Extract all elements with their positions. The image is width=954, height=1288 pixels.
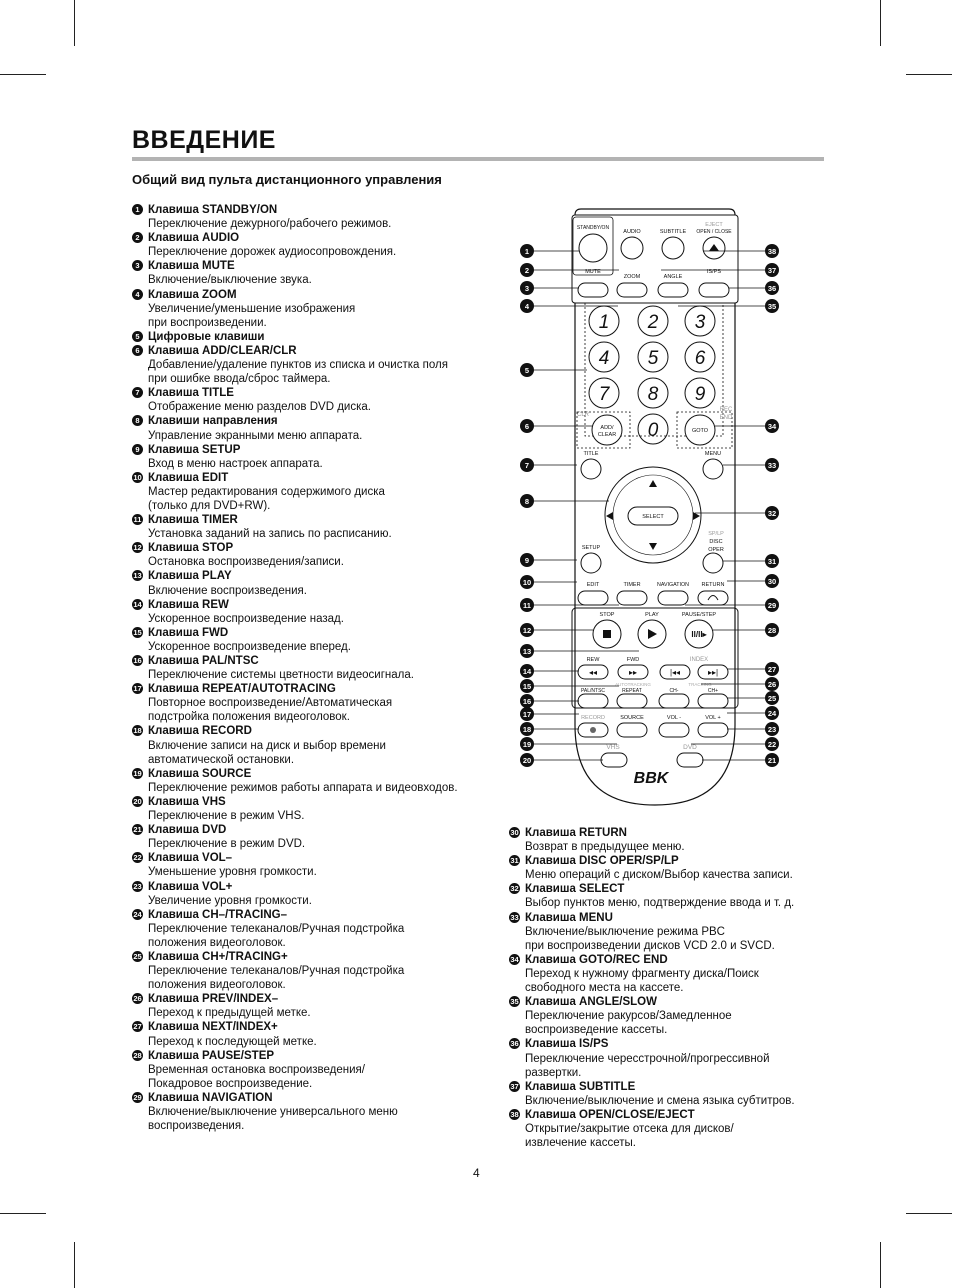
item-description: Уменьшение уровня громкости.: [148, 866, 317, 879]
list-item: [132, 330, 492, 344]
list-item: [132, 880, 492, 908]
remote-label-chplus: CH+: [707, 688, 719, 694]
item-description: Переключение телеканалов/Ручная подстройка положения видеоголовок.: [148, 922, 405, 949]
isps-button: [699, 283, 729, 297]
item-description: Увеличение уровня громкости.: [148, 894, 312, 907]
crop-mark: [880, 0, 881, 46]
item-name: Цифровые клавиши: [148, 330, 265, 343]
item-description: Переключение в режим VHS.: [148, 810, 305, 823]
remote-label-edit: EDIT: [586, 582, 600, 588]
list-item: [132, 443, 492, 471]
remote-label-add: ADD/: [600, 425, 614, 431]
item-number-badge: 5: [132, 331, 143, 342]
item-number-badge: 3: [132, 260, 143, 271]
callout-number: 5: [524, 366, 530, 375]
item-description: Переключение телеканалов/Ручная подстройка положения видеоголовок.: [148, 965, 405, 992]
item-name: Клавиша REPEAT/AUTOTRACING: [148, 683, 336, 696]
item-name: Клавиша OPEN/CLOSE/EJECT: [525, 1108, 695, 1121]
page-title: ВВЕДЕНИЕ: [132, 126, 276, 154]
item-name: Клавиша RECORD: [148, 725, 252, 738]
item-name: Клавиша DVD: [148, 824, 227, 837]
digit-label: 5: [647, 348, 659, 369]
item-name: Клавиша SETUP: [148, 443, 241, 456]
standby-button: [579, 234, 607, 262]
list-item: [509, 1080, 839, 1108]
list-item: [132, 992, 492, 1020]
item-number-badge: 15: [133, 627, 142, 637]
list-item: [132, 682, 492, 724]
remote-label-timer: TIMER: [623, 582, 641, 588]
item-name: Клавиша IS/PS: [525, 1038, 609, 1051]
item-name: Клавиша DISC OPER/SP/LP: [525, 855, 679, 868]
record-icon: [590, 727, 596, 733]
list-item: [132, 471, 492, 513]
page-subtitle: Общий вид пульта дистанционного управления: [132, 172, 442, 187]
item-description: Ускоренное воспроизведение вперед.: [148, 640, 351, 653]
item-description: Включение/выключение универсального меню воспроизведения.: [148, 1106, 398, 1133]
crop-mark: [880, 1242, 881, 1288]
remote-label-rec: REC: [719, 407, 733, 413]
remote-label-return: RETURN: [701, 582, 725, 588]
timer-button: [617, 591, 647, 605]
callout-number: 25: [767, 694, 777, 703]
item-description: Переход к последующей метке.: [148, 1035, 317, 1048]
crop-mark: [906, 74, 952, 75]
list-item: [132, 344, 492, 386]
item-number-badge: 31: [510, 856, 519, 866]
list-item: [132, 851, 492, 879]
remote-label-vhs: VHS: [606, 744, 620, 751]
item-number-badge: 38: [510, 1109, 519, 1119]
callout-number: 6: [524, 422, 530, 431]
item-description: Остановка воспроизведения/записи.: [148, 556, 344, 569]
return-button: [698, 591, 728, 605]
remote-label-dvd: DVD: [683, 744, 697, 751]
vol-minus-button: [659, 723, 689, 737]
remote-label-end: END: [719, 415, 733, 421]
item-name: Клавиша REW: [148, 598, 229, 611]
item-name: Клавиша ZOOM: [148, 288, 237, 301]
item-description: Ускоренное воспроизведение назад.: [148, 612, 344, 625]
item-number-badge: 14: [133, 599, 142, 609]
pal-ntsc-button: [578, 694, 608, 708]
remote-label-oper: OPER: [708, 547, 724, 553]
list-item: [509, 1108, 839, 1150]
item-number-badge: 34: [510, 954, 519, 964]
remote-label-source: SOURCE: [620, 715, 644, 721]
item-number-badge: 13: [133, 571, 142, 581]
list-item: [132, 795, 492, 823]
item-number-badge: 21: [133, 825, 142, 835]
callout-number: 3: [524, 284, 530, 293]
digit-label: 8: [647, 384, 659, 405]
item-number-badge: 11: [133, 515, 142, 525]
angle-button: [658, 283, 688, 297]
item-number-badge: 16: [133, 656, 142, 665]
vhs-button: [601, 753, 627, 767]
callout-number: 1: [524, 247, 530, 256]
callout-number: 19: [522, 740, 532, 749]
item-description: Переключение в режим DVD.: [148, 838, 306, 851]
digit-label: 6: [694, 348, 706, 369]
item-name: Клавиша MENU: [525, 911, 613, 924]
item-number-badge: 24: [133, 909, 142, 919]
list-item: [132, 1091, 492, 1133]
remote-label-open_close: OPEN / CLOSE: [696, 229, 732, 235]
remote-label-navigation: NAVIGATION: [657, 582, 689, 588]
item-number-badge: 27: [133, 1022, 142, 1032]
callout-number: 36: [767, 284, 777, 293]
callout-number: 20: [522, 756, 532, 765]
item-number-badge: 4: [132, 289, 143, 300]
item-description: Выбор пунктов меню, подтверждение ввода и т. д.: [525, 897, 795, 910]
remote-label-rew: REW: [586, 657, 600, 663]
callout-number: 21: [767, 756, 777, 765]
remote-label-fwd: FWD: [626, 657, 640, 663]
item-name: Клавиша EDIT: [148, 471, 229, 484]
item-description: Включение/выключение и смена языка субтитров.: [525, 1094, 795, 1107]
remote-label-subtitle: SUBTITLE: [659, 229, 687, 235]
next-icon: ▸▸|: [707, 668, 719, 677]
remote-label-palntsc: PAL/NTSC: [580, 688, 606, 694]
list-item: [509, 854, 839, 882]
remote-label-setup: SETUP: [581, 545, 601, 551]
item-description: Переход к предыдущей метке.: [148, 1007, 311, 1020]
item-description: Переход к нужному фрагменту диска/Поиск свободного места на кассете.: [525, 967, 759, 995]
list-item: [132, 654, 492, 682]
item-name: Клавиша TITLE: [148, 387, 234, 400]
item-name: Клавиша AUDIO: [148, 232, 240, 245]
ch-minus-button: [659, 694, 689, 708]
item-description: Установка заданий на запись по расписанию.: [148, 528, 392, 541]
subtitle-button: [662, 237, 684, 259]
list-item: [132, 288, 492, 330]
item-number-badge: 26: [133, 994, 142, 1004]
remote-label-clear: CLEAR: [597, 432, 617, 438]
item-number-badge: 37: [510, 1081, 519, 1091]
item-name: Клавиша RETURN: [525, 827, 627, 839]
remote-label-standby: STANDBY/ON: [576, 225, 610, 231]
remote-label-volplus: VOL +: [705, 715, 721, 721]
remote-label-eject: EJECT: [705, 222, 723, 228]
stop-icon: [603, 630, 611, 638]
item-description: Добавление/удаление пунктов из списка и очистка поля при ошибке ввода/сброс таймера.: [148, 359, 448, 386]
item-number-badge: 32: [510, 884, 519, 894]
item-name: Клавиша CH+/TRACING+: [148, 950, 288, 963]
callout-number: 4: [524, 302, 530, 311]
item-name: Клавиша STOP: [148, 542, 234, 555]
item-name: Клавиша PREV/INDEX–: [148, 993, 279, 1006]
callout-number: 27: [767, 665, 777, 674]
item-name: Клавиша NAVIGATION: [148, 1091, 273, 1104]
remote-label-tracking: TRACKING: [688, 682, 712, 687]
title-button: [581, 459, 601, 479]
list-item: [509, 953, 839, 995]
callout-number: 8: [524, 497, 530, 506]
item-number-badge: 10: [133, 472, 142, 482]
list-item: [132, 203, 492, 231]
remote-label-title: TITLE: [583, 451, 599, 457]
callout-number: 16: [522, 697, 532, 706]
key-list-right: [509, 826, 839, 1150]
callout-number: 10: [522, 578, 532, 587]
callout-number: 13: [522, 647, 532, 656]
item-description: Меню операций с диском/Выбор качества записи.: [525, 869, 793, 882]
item-name: Клавиша PAUSE/STEP: [148, 1049, 275, 1062]
zoom-button: [617, 283, 647, 297]
item-description: Открытие/закрытие отсека для дисков/ извлечение кассеты.: [525, 1122, 734, 1150]
prev-icon: |◂◂: [669, 668, 681, 677]
digit-label: 1: [598, 312, 610, 333]
list-item: [132, 1049, 492, 1091]
item-name: Клавиша CH–/TRACING–: [148, 908, 288, 921]
key-list-left: [132, 203, 492, 1133]
item-description: Включение записи на диск и выбор времени автоматической остановки.: [148, 739, 386, 766]
remote-label-pause_step: PAUSE/STEP: [681, 612, 717, 618]
edit-button: [578, 591, 608, 605]
ch-plus-button: [698, 694, 728, 708]
remote-label-stop: STOP: [599, 612, 615, 618]
item-number-badge: 2: [132, 232, 143, 243]
remote-label-disc: DISC: [709, 539, 723, 545]
callout-number: 18: [522, 725, 532, 734]
item-description: Увеличение/уменьшение изображения при воспроизведении.: [148, 302, 356, 329]
item-name: Клавиша PLAY: [148, 570, 232, 583]
callout-number: 38: [767, 247, 777, 256]
callout-number: 30: [767, 577, 777, 586]
list-item: [132, 908, 492, 950]
item-name: Клавиша FWD: [148, 626, 229, 639]
list-item: [509, 911, 839, 953]
list-item: [132, 259, 492, 287]
callout-number: 22: [767, 740, 777, 749]
remote-label-menu: MENU: [704, 451, 722, 457]
callout-number: 23: [767, 725, 777, 734]
disc-oper-button: [703, 553, 723, 573]
callout-number: 17: [522, 710, 532, 719]
remote-label-record: RECORD: [581, 715, 605, 721]
item-number-badge: 9: [132, 444, 143, 455]
item-description: Переключение системы цветности видеосигнала.: [148, 669, 414, 682]
remote-label-mute: MUTE: [585, 269, 601, 275]
item-name: Клавиша STANDBY/ON: [148, 204, 278, 216]
list-item: [132, 767, 492, 795]
callout-number: 7: [524, 461, 530, 470]
item-name: Клавиши направления: [148, 415, 278, 428]
item-name: Клавиша VOL–: [148, 852, 233, 865]
crop-mark: [74, 1242, 75, 1288]
item-name: Клавиша SELECT: [525, 883, 625, 896]
item-description: Вход в меню настроек аппарата.: [148, 457, 323, 470]
remote-label-goto: GOTO: [691, 428, 709, 434]
item-number-badge: 29: [133, 1092, 142, 1102]
item-description: Включение/выключение звука.: [148, 274, 312, 287]
callout-number: 12: [522, 626, 532, 635]
item-name: Клавиша GOTO/REC END: [525, 953, 668, 966]
remote-label-index: INDEX: [689, 657, 709, 663]
repeat-button: [617, 694, 647, 708]
pause-step-icon: II/II▸: [691, 630, 707, 639]
item-name: Клавиша MUTE: [148, 260, 235, 273]
item-description: Переключение чересстрочной/прогрессивной развертки.: [525, 1052, 770, 1079]
item-name: Клавиша SUBTITLE: [525, 1080, 636, 1093]
callout-number: 33: [767, 461, 777, 470]
item-number-badge: 22: [133, 853, 142, 863]
item-description: Отображение меню разделов DVD диска.: [148, 401, 371, 414]
remote-label-audio: AUDIO: [623, 229, 641, 235]
remote-label-autotracking: AUTOTRACKING: [615, 682, 651, 687]
list-item: [132, 823, 492, 851]
audio-button: [621, 237, 643, 259]
crop-mark: [906, 1213, 952, 1214]
dvd-button: [677, 753, 703, 767]
callout-number: 2: [524, 266, 530, 275]
crop-mark: [0, 74, 46, 75]
digit-label: 2: [647, 312, 659, 333]
item-number-badge: 36: [510, 1039, 519, 1049]
remote-label-zoom: ZOOM: [623, 274, 641, 280]
item-number-badge: 12: [133, 543, 142, 553]
remote-label-select: SELECT: [642, 514, 664, 520]
item-number-badge: 23: [133, 881, 142, 891]
callout-number: 15: [522, 682, 532, 691]
crop-mark: [74, 0, 75, 46]
remote-label-repeat: REPEAT: [622, 688, 642, 694]
item-number-badge: 8: [132, 415, 143, 426]
list-item: [132, 950, 492, 992]
digit-label: 7: [598, 384, 610, 405]
callout-number: 34: [767, 422, 777, 431]
item-name: Клавиша ANGLE/SLOW: [525, 996, 657, 1009]
vol-plus-button: [698, 723, 728, 737]
list-item: [509, 882, 839, 910]
list-item: [509, 995, 839, 1037]
list-item: [509, 1037, 839, 1079]
remote-label-chminus: CH-: [669, 688, 679, 694]
item-description: Мастер редактирования содержимого диска (только для DVD+RW).: [148, 485, 385, 512]
digit-label: 3: [694, 312, 706, 333]
list-item: [509, 826, 839, 854]
list-item: [132, 414, 492, 442]
crop-mark: [0, 1213, 46, 1214]
item-description: Включение/выключение режима PBC при воспроизведении дисков VCD 2.0 и SVCD.: [525, 925, 775, 952]
item-number-badge: 19: [133, 768, 142, 778]
item-number-badge: 17: [133, 684, 142, 694]
item-name: Клавиша NEXT/INDEX+: [148, 1021, 278, 1034]
item-name: Клавиша VHS: [148, 795, 226, 808]
list-item: [132, 1020, 492, 1048]
remote-label-volminus: VOL -: [666, 715, 682, 721]
callout-number: 28: [767, 626, 777, 635]
callout-number: 26: [767, 680, 777, 689]
item-number-badge: 30: [510, 828, 519, 837]
remote-control-diagram: [515, 205, 790, 815]
callout-number: 37: [767, 266, 777, 275]
list-item: [132, 513, 492, 541]
item-description: Возврат в предыдущее меню.: [525, 841, 685, 854]
item-description: Переключение дорожек аудиосопровождения.: [148, 246, 397, 259]
callout-number: 14: [522, 667, 532, 676]
digit-label: 9: [694, 384, 706, 405]
item-number-badge: 33: [510, 912, 519, 922]
remote-label-isps: IS/PS: [706, 269, 722, 275]
item-name: Клавиша PAL/NTSC: [148, 655, 259, 667]
remote-label-angle: ANGLE: [663, 274, 683, 280]
list-item: [132, 569, 492, 597]
remote-label-play: PLAY: [645, 612, 659, 618]
rew-icon: ◂◂: [588, 668, 598, 677]
item-description: Повторное воспроизведение/Автоматическая подстройка положения видеоголовок.: [148, 697, 393, 724]
list-item: [132, 724, 492, 766]
mute-button: [578, 283, 608, 297]
brand-logo: BBK: [633, 770, 669, 787]
callout-number: 32: [767, 509, 777, 518]
callout-number: 29: [767, 601, 777, 610]
title-rule: [132, 157, 824, 161]
remote-label-clr: CLR: [576, 412, 590, 418]
list-item: [132, 541, 492, 569]
item-name: Клавиша VOL+: [148, 880, 233, 893]
setup-button: [581, 553, 601, 573]
item-description: Включение воспроизведения.: [148, 584, 307, 597]
list-item: [132, 231, 492, 259]
remote-label-splp: SP/LP: [708, 531, 724, 537]
callout-number: 31: [767, 557, 777, 566]
item-number-badge: 35: [510, 997, 519, 1007]
item-name: Клавиша TIMER: [148, 514, 238, 527]
callout-number: 35: [767, 302, 777, 311]
callout-number: 24: [767, 709, 777, 718]
item-number-badge: 7: [132, 387, 143, 398]
item-description: Управление экранными меню аппарата.: [148, 429, 363, 442]
list-item: [132, 626, 492, 654]
item-description: Временная остановка воспроизведения/ Покадровое воспроизведение.: [148, 1063, 365, 1090]
item-number-badge: 28: [133, 1050, 142, 1060]
digit-label: 4: [598, 348, 610, 369]
item-number-badge: 20: [133, 796, 142, 806]
list-item: [132, 386, 492, 414]
callout-number: 9: [524, 556, 530, 565]
item-description: Переключение дежурного/рабочего режимов.: [148, 218, 392, 231]
page-number: 4: [473, 1166, 480, 1180]
item-name: Клавиша ADD/CLEAR/CLR: [148, 344, 297, 357]
item-number-badge: 1: [132, 204, 143, 215]
item-number-badge: 18: [133, 726, 142, 736]
item-description: Переключение ракурсов/Замедленное воспроизведение кассеты.: [525, 1010, 732, 1037]
item-name: Клавиша SOURCE: [148, 767, 252, 780]
item-number-badge: 25: [133, 951, 142, 961]
list-item: [132, 598, 492, 626]
menu-button: [703, 459, 723, 479]
navigation-button: [658, 591, 688, 605]
digit-label: 0: [647, 420, 659, 441]
item-number-badge: 6: [132, 345, 143, 356]
fwd-icon: ▸▸: [628, 668, 638, 677]
callout-number: 11: [523, 601, 531, 610]
source-button: [617, 723, 647, 737]
item-description: Переключение режимов работы аппарата и видеовходов.: [148, 781, 458, 794]
